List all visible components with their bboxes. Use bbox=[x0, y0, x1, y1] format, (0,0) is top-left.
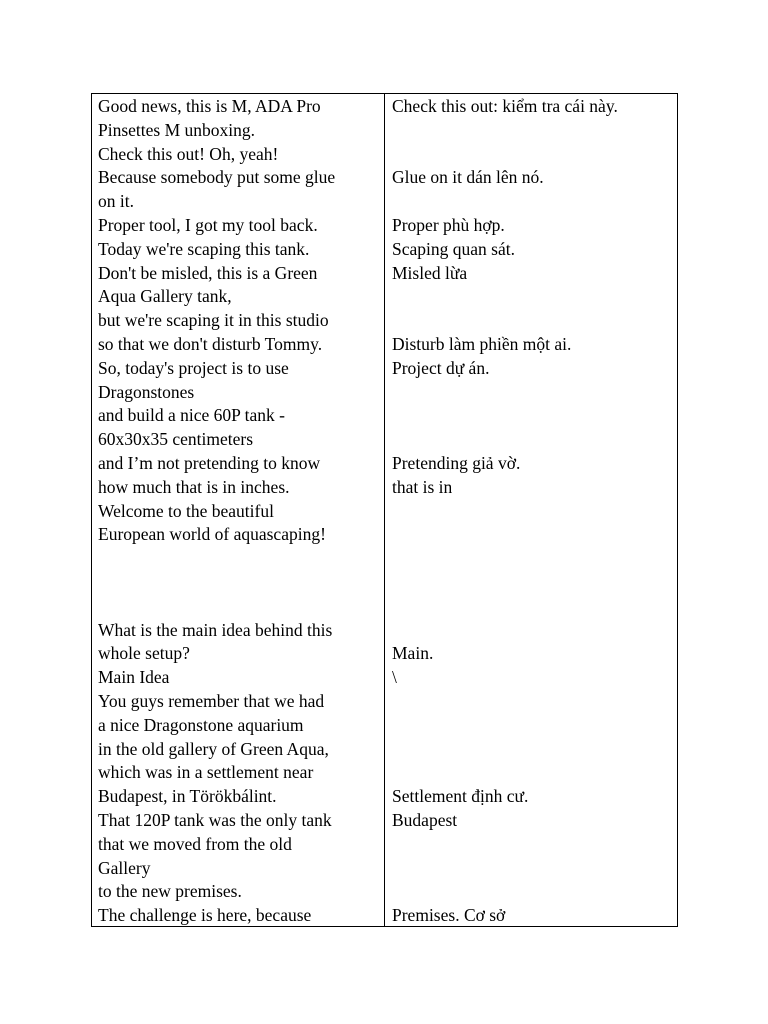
transcript-line: in the old gallery of Green Aqua, bbox=[98, 738, 329, 759]
transcript-table bbox=[91, 93, 678, 927]
transcript-line: Pinsettes M unboxing. bbox=[98, 119, 256, 140]
vocab-note-line bbox=[392, 404, 673, 428]
transcript-line: whole setup? bbox=[98, 643, 190, 664]
transcript-line: Proper tool, I got my tool back. bbox=[98, 214, 318, 235]
transcript-line: so that we don't disturb Tommy. bbox=[98, 333, 323, 354]
transcript-line: and build a nice 60P tank - bbox=[98, 405, 285, 426]
transcript-line: European world of aquascaping! bbox=[98, 524, 326, 545]
vocab-note-line bbox=[392, 428, 673, 452]
transcript-line bbox=[98, 547, 380, 571]
transcript-line: Aqua Gallery tank, bbox=[98, 286, 232, 307]
vocab-note-line: Main. bbox=[392, 643, 434, 664]
vocab-note-line: \ bbox=[392, 667, 397, 688]
transcript-line: The challenge is here, because bbox=[98, 905, 312, 926]
transcript-line: Because somebody put some glue bbox=[98, 167, 336, 188]
vocab-note-line: Glue on it dán lên nó. bbox=[392, 167, 544, 188]
vocab-note-line: Misled lừa bbox=[392, 262, 468, 283]
transcript-line: That 120P tank was the only tank bbox=[98, 809, 332, 830]
vocab-note-line: Premises. Cơ sở bbox=[392, 905, 506, 926]
transcript-line: Welcome to the beautiful bbox=[98, 500, 274, 521]
vocab-note-line bbox=[392, 880, 673, 904]
transcript-line: Budapest, in Törökbálint. bbox=[98, 786, 277, 807]
english-transcript-lines bbox=[98, 94, 380, 926]
transcript-line: Check this out! Oh, yeah! bbox=[98, 143, 279, 164]
transcript-line: a nice Dragonstone aquarium bbox=[98, 714, 304, 735]
vocab-note-line bbox=[392, 285, 673, 309]
transcript-line: Main Idea bbox=[98, 667, 170, 688]
english-transcript-column bbox=[92, 94, 385, 926]
vocab-note-line bbox=[392, 595, 673, 619]
transcript-line: 60x30x35 centimeters bbox=[98, 429, 254, 450]
vocab-note-line: Budapest bbox=[392, 809, 458, 830]
vocab-note-line bbox=[392, 547, 673, 571]
transcript-line: What is the main idea behind this bbox=[98, 619, 333, 640]
vocab-note-line: Pretending giả vờ. bbox=[392, 452, 521, 473]
vocab-note-line bbox=[392, 761, 673, 785]
vocab-note-line: Proper phù hợp. bbox=[392, 214, 505, 235]
vocab-note-line bbox=[392, 714, 673, 738]
vocab-note-line: Settlement định cư. bbox=[392, 786, 529, 807]
vocab-note-line bbox=[392, 381, 673, 405]
transcript-line: Good news, this is M, ADA Pro bbox=[98, 96, 321, 116]
transcript-line: to the new premises. bbox=[98, 881, 242, 902]
transcript-line bbox=[98, 595, 380, 619]
vocab-note-line: that is in bbox=[392, 476, 453, 497]
vocab-note-line bbox=[392, 619, 673, 643]
transcript-line: Today we're scaping this tank. bbox=[98, 238, 310, 259]
transcript-line: how much that is in inches. bbox=[98, 476, 290, 497]
transcript-line: Dragonstones bbox=[98, 381, 195, 402]
vocabulary-notes-lines bbox=[392, 94, 673, 926]
transcript-line bbox=[98, 571, 380, 595]
transcript-line: which was in a settlement near bbox=[98, 762, 314, 783]
vocab-note-line bbox=[392, 857, 673, 881]
vocab-note-line bbox=[392, 119, 673, 143]
vocabulary-notes-column bbox=[385, 94, 677, 926]
transcript-line: but we're scaping it in this studio bbox=[98, 310, 329, 331]
vocab-note-line bbox=[392, 833, 673, 857]
vocab-note-line: Disturb làm phiền một ai. bbox=[392, 333, 572, 354]
transcript-line: and I’m not pretending to know bbox=[98, 452, 321, 473]
vocab-note-line: Scaping quan sát. bbox=[392, 238, 515, 259]
vocab-note-line bbox=[392, 500, 673, 524]
transcript-line: that we moved from the old bbox=[98, 833, 292, 854]
vocab-note-line: Check this out: kiểm tra cái này. bbox=[392, 96, 618, 116]
vocab-note-line bbox=[392, 190, 673, 214]
vocab-note-line bbox=[392, 309, 673, 333]
transcript-line: Gallery bbox=[98, 857, 151, 878]
transcript-line: So, today's project is to use bbox=[98, 357, 289, 378]
transcript-line: Don't be misled, this is a Green bbox=[98, 262, 318, 283]
vocab-note-line bbox=[392, 738, 673, 762]
vocab-note-line bbox=[392, 143, 673, 167]
vocab-note-line: Project dự án. bbox=[392, 357, 490, 378]
transcript-line: You guys remember that we had bbox=[98, 690, 325, 711]
vocab-note-line bbox=[392, 523, 673, 547]
vocab-note-line bbox=[392, 571, 673, 595]
transcript-line: on it. bbox=[98, 191, 134, 212]
vocab-note-line bbox=[392, 690, 673, 714]
